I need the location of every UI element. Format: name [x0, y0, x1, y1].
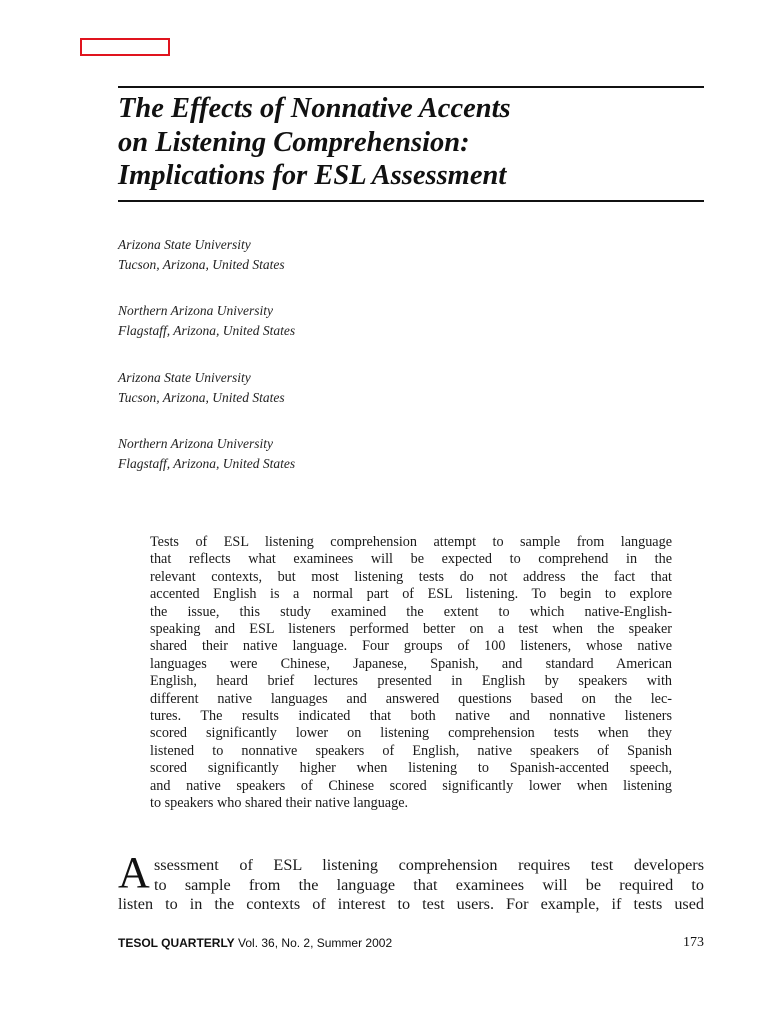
affiliation: [118, 235, 518, 274]
abstract-line: to speakers who shared their native language.: [150, 795, 409, 812]
journal-issue: Vol. 36, No. 2, Summer 2002: [238, 936, 393, 950]
page-footer: [118, 935, 704, 953]
journal-citation: [118, 936, 392, 950]
body-line: listen to in the contexts of interest to test users. For example, if tests used: [118, 895, 704, 913]
title-line: on Listening Comprehension:: [118, 126, 470, 158]
affiliation-location: Flagstaff, Arizona, United States: [118, 455, 296, 471]
abstract-line: listened to nonnative speakers of English, native speakers of Spanish: [150, 742, 672, 759]
abstract-line: English, heard brief lectures presented in English by speakers with: [150, 673, 672, 690]
affiliation: [118, 301, 518, 340]
abstract: [150, 534, 672, 813]
abstract-line: and native speakers of Chinese scored significantly lower when listening: [150, 777, 672, 794]
affiliation: [118, 434, 518, 473]
body-line: ssessment of ESL listening comprehension requires test developers: [154, 856, 704, 874]
abstract-line: relevant contexts, but most listening tests do not address the fact that: [150, 568, 672, 585]
title-bottom-rule: [118, 200, 704, 202]
abstract-line: tures. The results indicated that both native and nonnative listeners: [150, 708, 672, 725]
affiliation: [118, 368, 518, 407]
body-paragraph: [118, 856, 704, 915]
affiliation-location: Tucson, Arizona, United States: [118, 256, 285, 272]
affiliation-location: Flagstaff, Arizona, United States: [118, 322, 296, 338]
abstract-line: scored significantly lower on listening comprehension tests when they: [150, 725, 672, 742]
abstract-line: Tests of ESL listening comprehension attempt to sample from language: [150, 534, 672, 550]
abstract-line: languages were Chinese, Japanese, Spanish, and standard American: [150, 655, 672, 672]
affiliation-location: Tucson, Arizona, United States: [118, 389, 285, 405]
title-top-rule: [118, 86, 704, 88]
article-title: [118, 92, 704, 193]
highlight-box: [80, 38, 170, 56]
affiliation-institution: Northern Arizona University: [118, 303, 273, 318]
abstract-line: different native languages and answered questions based on the lec-: [150, 690, 672, 707]
abstract-line: that reflects what examinees will be expected to comprehend in the: [150, 551, 672, 568]
title-line: The Effects of Nonnative Accents: [118, 93, 511, 124]
drop-cap: A: [118, 848, 150, 897]
abstract-line: scored significantly higher when listening to Spanish-accented speech,: [150, 760, 672, 777]
page-number: 173: [683, 935, 704, 950]
body-line: to sample from the language that examinees will be required to: [154, 875, 704, 894]
abstract-line: shared their native language. Four groups of 100 listeners, whose native: [150, 638, 672, 655]
abstract-line: the issue, this study examined the extent to which native-English-: [150, 603, 672, 620]
abstract-line: accented English is a normal part of ESL listening. To begin to explore: [150, 586, 672, 603]
affiliation-institution: Northern Arizona University: [118, 436, 273, 451]
affiliation-institution: Arizona State University: [118, 370, 251, 385]
abstract-line: speaking and ESL listeners performed better on a test when the speaker: [150, 621, 672, 638]
affiliation-institution: Arizona State University: [118, 237, 251, 252]
title-line: Implications for ESL Assessment: [118, 160, 507, 191]
journal-name: TESOL QUARTERLY: [118, 936, 235, 950]
